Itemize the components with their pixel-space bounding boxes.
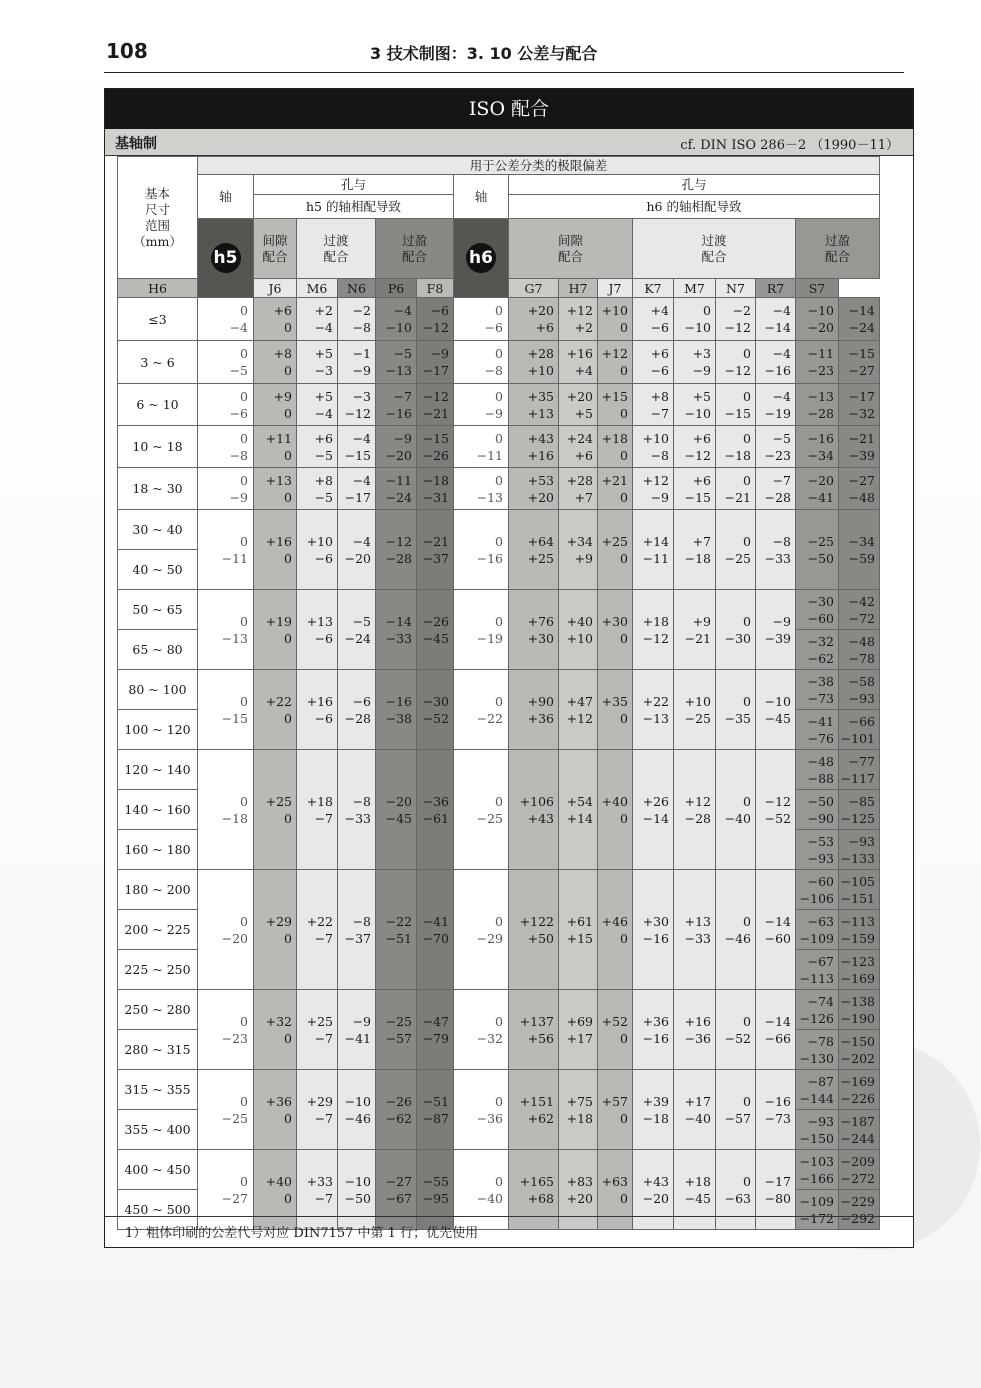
- col-header-k7: K7: [633, 279, 674, 298]
- shaft-header-h5: 轴: [198, 175, 254, 219]
- dev-j7: +8 −7: [633, 384, 674, 426]
- dev-n6: −25 −57: [376, 990, 417, 1070]
- fit-table: [117, 156, 880, 1230]
- dev-n7: −4 −16: [756, 341, 796, 384]
- dev-s7: −150 −202: [839, 1030, 880, 1070]
- dev-g7: +83 +20: [559, 1150, 598, 1230]
- h5-fit-note: h5 的轴相配导致: [254, 195, 454, 219]
- dev-m6: −10 −46: [338, 1070, 376, 1150]
- size-range-header: 基本 尺寸 范围 （mm）: [118, 157, 198, 279]
- dev-r7: −30 −60: [796, 590, 839, 630]
- dev-j7: +4 −6: [633, 298, 674, 341]
- dev-h6: +29 0: [254, 870, 297, 990]
- h6-shaft-dev: 0 −36: [454, 1070, 509, 1150]
- col-header-n6: N6: [338, 279, 376, 298]
- dev-n7: −5 −23: [756, 426, 796, 468]
- h5-shaft-dev: 0 −4: [198, 298, 254, 341]
- h5-shaft-dev: 0 −23: [198, 990, 254, 1070]
- dev-h7: +35 0: [598, 670, 633, 750]
- col-header-r7: R7: [756, 279, 796, 298]
- col-header-p6: P6: [376, 279, 417, 298]
- dev-j7: +18 −12: [633, 590, 674, 670]
- dev-n6: −11 −24: [376, 468, 417, 510]
- h5-shaft-dev: 0 −8: [198, 426, 254, 468]
- dev-f8: +122 +50: [509, 870, 559, 990]
- dev-h6: +11 0: [254, 426, 297, 468]
- h6-shaft-dev: 0 −11: [454, 426, 509, 468]
- dev-m6: −3 −12: [338, 384, 376, 426]
- dev-s7: −27 −48: [839, 468, 880, 510]
- dev-m6: −4 −20: [338, 510, 376, 590]
- dev-n7: −10 −45: [756, 670, 796, 750]
- dev-n6: −27 −67: [376, 1150, 417, 1230]
- dev-h6: +13 0: [254, 468, 297, 510]
- dev-g7: +47 +12: [559, 670, 598, 750]
- iso-fit-table-box: [104, 88, 914, 1248]
- dev-f8: +106 +43: [509, 750, 559, 870]
- h5-shaft-dev: 0 −18: [198, 750, 254, 870]
- dev-j7: +39 −18: [633, 1070, 674, 1150]
- dev-p6: −26 −45: [417, 590, 454, 670]
- size-range: 400 ~ 450: [118, 1150, 198, 1190]
- dev-j7: +22 −13: [633, 670, 674, 750]
- h5-shaft-dev: 0 −6: [198, 384, 254, 426]
- dev-n7: −16 −73: [756, 1070, 796, 1150]
- dev-p6: −18 −31: [417, 468, 454, 510]
- dev-j6: +6 −5: [297, 426, 338, 468]
- dev-m7: 0 −15: [716, 384, 756, 426]
- dev-s7: −85 −125: [839, 790, 880, 830]
- dev-r7: −53 −93: [796, 830, 839, 870]
- dev-m7: 0 −57: [716, 1070, 756, 1150]
- dev-n7: −7 −28: [756, 468, 796, 510]
- dev-n6: −14 −33: [376, 590, 417, 670]
- dev-p6: −21 −37: [417, 510, 454, 590]
- page-number: 108: [106, 39, 148, 63]
- dev-j6: +10 −6: [297, 510, 338, 590]
- dev-h6: +22 0: [254, 670, 297, 750]
- dev-h7: +30 0: [598, 590, 633, 670]
- size-range: 250 ~ 280: [118, 990, 198, 1030]
- dev-h7: +63 0: [598, 1150, 633, 1230]
- hole-header-h6: 孔与: [509, 175, 880, 195]
- h5-shaft-dev: 0 −20: [198, 870, 254, 990]
- dev-s7: −138 −190: [839, 990, 880, 1030]
- dev-k7: +10 −25: [674, 670, 716, 750]
- dev-s7: −15 −27: [839, 341, 880, 384]
- dev-h7: +15 0: [598, 384, 633, 426]
- box-title: ISO 配合: [105, 89, 913, 129]
- dev-r7: −60 −106: [796, 870, 839, 910]
- col-header-m6: M6: [297, 279, 338, 298]
- size-range: 100 ~ 120: [118, 710, 198, 750]
- dev-k7: 0 −10: [674, 298, 716, 341]
- chapter-title: 3 技术制图：3. 10 公差与配合: [370, 44, 598, 63]
- dev-r7: −13 −28: [796, 384, 839, 426]
- size-range: 30 ~ 40: [118, 510, 198, 550]
- h5-shaft-dev: 0 −25: [198, 1070, 254, 1150]
- dev-p6: −12 −21: [417, 384, 454, 426]
- h6-shaft-dev: 0 −40: [454, 1150, 509, 1230]
- dev-r7: −48 −88: [796, 750, 839, 790]
- limit-deviation-header: 用于公差分类的极限偏差: [198, 157, 880, 175]
- dev-n6: −12 −28: [376, 510, 417, 590]
- dev-n7: −17 −80: [756, 1150, 796, 1230]
- dev-f8: +64 +25: [509, 510, 559, 590]
- dev-g7: +16 +4: [559, 341, 598, 384]
- dev-r7: −32 −62: [796, 630, 839, 670]
- dev-r7: −25 −50: [796, 510, 839, 590]
- dev-p6: −15 −26: [417, 426, 454, 468]
- dev-g7: +69 +17: [559, 990, 598, 1070]
- dev-j6: +13 −6: [297, 590, 338, 670]
- dev-f8: +151 +62: [509, 1070, 559, 1150]
- h5-transition-header: 过渡 配合: [297, 219, 376, 279]
- size-range: 315 ~ 355: [118, 1070, 198, 1110]
- dev-j6: +33 −7: [297, 1150, 338, 1230]
- h6-badge-cell: [454, 219, 509, 298]
- dev-j6: +16 −6: [297, 670, 338, 750]
- dev-p6: −55 −95: [417, 1150, 454, 1230]
- dev-j6: +18 −7: [297, 750, 338, 870]
- h6-shaft-dev: 0 −32: [454, 990, 509, 1070]
- reference-label: cf. DIN ISO 286－2 （1990－11）: [680, 138, 899, 153]
- dev-s7: −113 −159: [839, 910, 880, 950]
- dev-j7: +30 −16: [633, 870, 674, 990]
- col-header-m7: M7: [674, 279, 716, 298]
- dev-n6: −7 −16: [376, 384, 417, 426]
- h6-shaft-dev: 0 −6: [454, 298, 509, 341]
- h6-shaft-dev: 0 −22: [454, 670, 509, 750]
- dev-s7: −48 −78: [839, 630, 880, 670]
- size-range: 18 ~ 30: [118, 468, 198, 510]
- dev-p6: −30 −52: [417, 670, 454, 750]
- dev-f8: +76 +30: [509, 590, 559, 670]
- dev-g7: +40 +10: [559, 590, 598, 670]
- dev-f8: +137 +56: [509, 990, 559, 1070]
- dev-m7: 0 −35: [716, 670, 756, 750]
- size-range: 180 ~ 200: [118, 870, 198, 910]
- dev-m7: 0 −52: [716, 990, 756, 1070]
- dev-m7: 0 −63: [716, 1150, 756, 1230]
- size-range: 50 ~ 65: [118, 590, 198, 630]
- dev-m6: −8 −33: [338, 750, 376, 870]
- dev-k7: +7 −18: [674, 510, 716, 590]
- dev-r7: −50 −90: [796, 790, 839, 830]
- dev-j7: +10 −8: [633, 426, 674, 468]
- col-header-n7: N7: [716, 279, 756, 298]
- h6-fit-note: h6 的轴相配导致: [509, 195, 880, 219]
- dev-f8: +35 +13: [509, 384, 559, 426]
- dev-s7: −105 −151: [839, 870, 880, 910]
- size-range: 3 ~ 6: [118, 341, 198, 384]
- dev-f8: +20 +6: [509, 298, 559, 341]
- dev-k7: +6 −12: [674, 426, 716, 468]
- dev-s7: −229 −292: [839, 1190, 880, 1230]
- dev-r7: −63 −109: [796, 910, 839, 950]
- dev-m7: −2 −12: [716, 298, 756, 341]
- dev-n6: −4 −10: [376, 298, 417, 341]
- system-bar: [105, 129, 913, 156]
- shaft-header-h6: 轴: [454, 175, 509, 219]
- h6-shaft-dev: 0 −13: [454, 468, 509, 510]
- dev-g7: +24 +6: [559, 426, 598, 468]
- dev-h7: +40 0: [598, 750, 633, 870]
- dev-n7: −14 −60: [756, 870, 796, 990]
- dev-s7: −14 −24: [839, 298, 880, 341]
- h5-shaft-dev: 0 −9: [198, 468, 254, 510]
- dev-m6: −1 −9: [338, 341, 376, 384]
- col-header-h6: H6: [118, 279, 198, 298]
- dev-j6: +5 −3: [297, 341, 338, 384]
- dev-r7: −109 −172: [796, 1190, 839, 1230]
- h6-shaft-dev: 0 −9: [454, 384, 509, 426]
- dev-h7: +52 0: [598, 990, 633, 1070]
- size-range: 120 ~ 140: [118, 750, 198, 790]
- dev-r7: −41 −76: [796, 710, 839, 750]
- dev-n7: −8 −33: [756, 510, 796, 590]
- size-range: 225 ~ 250: [118, 950, 198, 990]
- size-range: 450 ~ 500: [118, 1190, 198, 1230]
- dev-g7: +75 +18: [559, 1070, 598, 1150]
- dev-m7: 0 −12: [716, 341, 756, 384]
- dev-h6: +16 0: [254, 510, 297, 590]
- dev-h6: +6 0: [254, 298, 297, 341]
- dev-r7: −67 −113: [796, 950, 839, 990]
- col-header-j7: J7: [598, 279, 633, 298]
- dev-s7: −187 −244: [839, 1110, 880, 1150]
- dev-m6: −4 −17: [338, 468, 376, 510]
- h6-badge: h6: [466, 243, 496, 273]
- dev-f8: +53 +20: [509, 468, 559, 510]
- dev-h6: +36 0: [254, 1070, 297, 1150]
- dev-f8: +165 +68: [509, 1150, 559, 1230]
- dev-n7: −9 −39: [756, 590, 796, 670]
- h5-shaft-dev: 0 −11: [198, 510, 254, 590]
- col-header-s7: S7: [796, 279, 839, 298]
- dev-j6: +25 −7: [297, 990, 338, 1070]
- dev-h6: +25 0: [254, 750, 297, 870]
- dev-s7: −17 −32: [839, 384, 880, 426]
- dev-s7: −93 −133: [839, 830, 880, 870]
- footnote: 1）粗体印刷的公差代号对应 DIN7157 中第 1 行；优先使用: [125, 1226, 479, 1241]
- dev-p6: −51 −87: [417, 1070, 454, 1150]
- dev-g7: +12 +2: [559, 298, 598, 341]
- dev-j6: +22 −7: [297, 870, 338, 990]
- dev-j7: +26 −14: [633, 750, 674, 870]
- size-range: ≤3: [118, 298, 198, 341]
- dev-r7: −38 −73: [796, 670, 839, 710]
- dev-j6: +5 −4: [297, 384, 338, 426]
- dev-n6: −16 −38: [376, 670, 417, 750]
- size-range: 280 ~ 315: [118, 1030, 198, 1070]
- col-header-g7: G7: [509, 279, 559, 298]
- dev-s7: −123 −169: [839, 950, 880, 990]
- footnote-separator: [105, 1216, 913, 1217]
- dev-j6: +29 −7: [297, 1070, 338, 1150]
- dev-m7: 0 −40: [716, 750, 756, 870]
- dev-j7: +6 −6: [633, 341, 674, 384]
- dev-h7: +18 0: [598, 426, 633, 468]
- dev-j7: +12 −9: [633, 468, 674, 510]
- size-range: 200 ~ 225: [118, 910, 198, 950]
- dev-m7: 0 −18: [716, 426, 756, 468]
- dev-h6: +8 0: [254, 341, 297, 384]
- dev-p6: −41 −70: [417, 870, 454, 990]
- dev-k7: +16 −36: [674, 990, 716, 1070]
- h5-shaft-dev: 0 −15: [198, 670, 254, 750]
- dev-g7: +34 +9: [559, 510, 598, 590]
- dev-j7: +43 −20: [633, 1150, 674, 1230]
- dev-h7: +57 0: [598, 1070, 633, 1150]
- dev-h7: +10 0: [598, 298, 633, 341]
- dev-r7: −93 −150: [796, 1110, 839, 1150]
- h5-shaft-dev: 0 −5: [198, 341, 254, 384]
- dev-r7: −103 −166: [796, 1150, 839, 1190]
- dev-n7: −4 −19: [756, 384, 796, 426]
- dev-n6: −22 −51: [376, 870, 417, 990]
- h6-clearance-header: 间隙 配合: [509, 219, 633, 279]
- size-range: 6 ~ 10: [118, 384, 198, 426]
- dev-n7: −12 −52: [756, 750, 796, 870]
- dev-r7: −11 −23: [796, 341, 839, 384]
- h5-shaft-dev: 0 −13: [198, 590, 254, 670]
- h5-badge-cell: [198, 219, 254, 298]
- dev-r7: −10 −20: [796, 298, 839, 341]
- dev-p6: −9 −17: [417, 341, 454, 384]
- h6-transition-header: 过渡 配合: [633, 219, 796, 279]
- dev-h7: +46 0: [598, 870, 633, 990]
- dev-m7: 0 −21: [716, 468, 756, 510]
- dev-m6: −5 −24: [338, 590, 376, 670]
- dev-r7: −74 −126: [796, 990, 839, 1030]
- dev-n6: −9 −20: [376, 426, 417, 468]
- dev-k7: +17 −40: [674, 1070, 716, 1150]
- dev-f8: +28 +10: [509, 341, 559, 384]
- dev-n6: −20 −45: [376, 750, 417, 870]
- dev-j6: +8 −5: [297, 468, 338, 510]
- dev-j6: +2 −4: [297, 298, 338, 341]
- dev-m6: −8 −37: [338, 870, 376, 990]
- col-header-h7: H7: [559, 279, 598, 298]
- dev-h6: +32 0: [254, 990, 297, 1070]
- dev-s7: −58 −93: [839, 670, 880, 710]
- col-header-f8: F8: [417, 279, 454, 298]
- h5-badge: h5: [211, 243, 241, 273]
- dev-k7: +3 −9: [674, 341, 716, 384]
- dev-m6: −4 −15: [338, 426, 376, 468]
- size-range: 40 ~ 50: [118, 550, 198, 590]
- h6-shaft-dev: 0 −19: [454, 590, 509, 670]
- dev-s7: −42 −72: [839, 590, 880, 630]
- dev-m6: −2 −8: [338, 298, 376, 341]
- dev-n7: −4 −14: [756, 298, 796, 341]
- dev-m7: 0 −46: [716, 870, 756, 990]
- dev-p6: −47 −79: [417, 990, 454, 1070]
- dev-g7: +28 +7: [559, 468, 598, 510]
- dev-g7: +54 +14: [559, 750, 598, 870]
- dev-m6: −6 −28: [338, 670, 376, 750]
- dev-k7: +6 −15: [674, 468, 716, 510]
- dev-j7: +36 −16: [633, 990, 674, 1070]
- dev-h7: +25 0: [598, 510, 633, 590]
- size-range: 80 ~ 100: [118, 670, 198, 710]
- dev-m7: 0 −30: [716, 590, 756, 670]
- dev-h6: +9 0: [254, 384, 297, 426]
- dev-k7: +12 −28: [674, 750, 716, 870]
- size-range: 65 ~ 80: [118, 630, 198, 670]
- h6-shaft-dev: 0 −16: [454, 510, 509, 590]
- h6-shaft-dev: 0 −25: [454, 750, 509, 870]
- dev-g7: +61 +15: [559, 870, 598, 990]
- dev-p6: −36 −61: [417, 750, 454, 870]
- dev-k7: +13 −33: [674, 870, 716, 990]
- dev-n6: −26 −62: [376, 1070, 417, 1150]
- dev-s7: −34 −59: [839, 510, 880, 590]
- dev-m7: 0 −25: [716, 510, 756, 590]
- dev-k7: +9 −21: [674, 590, 716, 670]
- dev-m6: −9 −41: [338, 990, 376, 1070]
- dev-r7: −20 −41: [796, 468, 839, 510]
- dev-k7: +18 −45: [674, 1150, 716, 1230]
- h6-shaft-dev: 0 −29: [454, 870, 509, 990]
- dev-k7: +5 −10: [674, 384, 716, 426]
- hole-header-h5: 孔与: [254, 175, 454, 195]
- h5-interference-header: 过盈 配合: [376, 219, 454, 279]
- dev-s7: −66 −101: [839, 710, 880, 750]
- dev-h7: +21 0: [598, 468, 633, 510]
- dev-h6: +19 0: [254, 590, 297, 670]
- dev-s7: −77 −117: [839, 750, 880, 790]
- dev-s7: −169 −226: [839, 1070, 880, 1110]
- size-range: 140 ~ 160: [118, 790, 198, 830]
- dev-f8: +43 +16: [509, 426, 559, 468]
- size-range: 10 ~ 18: [118, 426, 198, 468]
- size-range: 355 ~ 400: [118, 1110, 198, 1150]
- dev-f8: +90 +36: [509, 670, 559, 750]
- dev-r7: −87 −144: [796, 1070, 839, 1110]
- dev-g7: +20 +5: [559, 384, 598, 426]
- dev-h7: +12 0: [598, 341, 633, 384]
- dev-m6: −10 −50: [338, 1150, 376, 1230]
- dev-j7: +14 −11: [633, 510, 674, 590]
- dev-n7: −14 −66: [756, 990, 796, 1070]
- h5-shaft-dev: 0 −27: [198, 1150, 254, 1230]
- h6-interference-header: 过盈 配合: [796, 219, 880, 279]
- system-label: 基轴制: [115, 136, 157, 152]
- dev-r7: −78 −130: [796, 1030, 839, 1070]
- h6-shaft-dev: 0 −8: [454, 341, 509, 384]
- dev-s7: −209 −272: [839, 1150, 880, 1190]
- dev-h6: +40 0: [254, 1150, 297, 1230]
- size-range: 160 ~ 180: [118, 830, 198, 870]
- dev-n6: −5 −13: [376, 341, 417, 384]
- dev-p6: −6 −12: [417, 298, 454, 341]
- col-header-j6: J6: [254, 279, 297, 298]
- page-header: [104, 36, 904, 73]
- dev-s7: −21 −39: [839, 426, 880, 468]
- dev-r7: −16 −34: [796, 426, 839, 468]
- h5-clearance-header: 间隙 配合: [254, 219, 297, 279]
